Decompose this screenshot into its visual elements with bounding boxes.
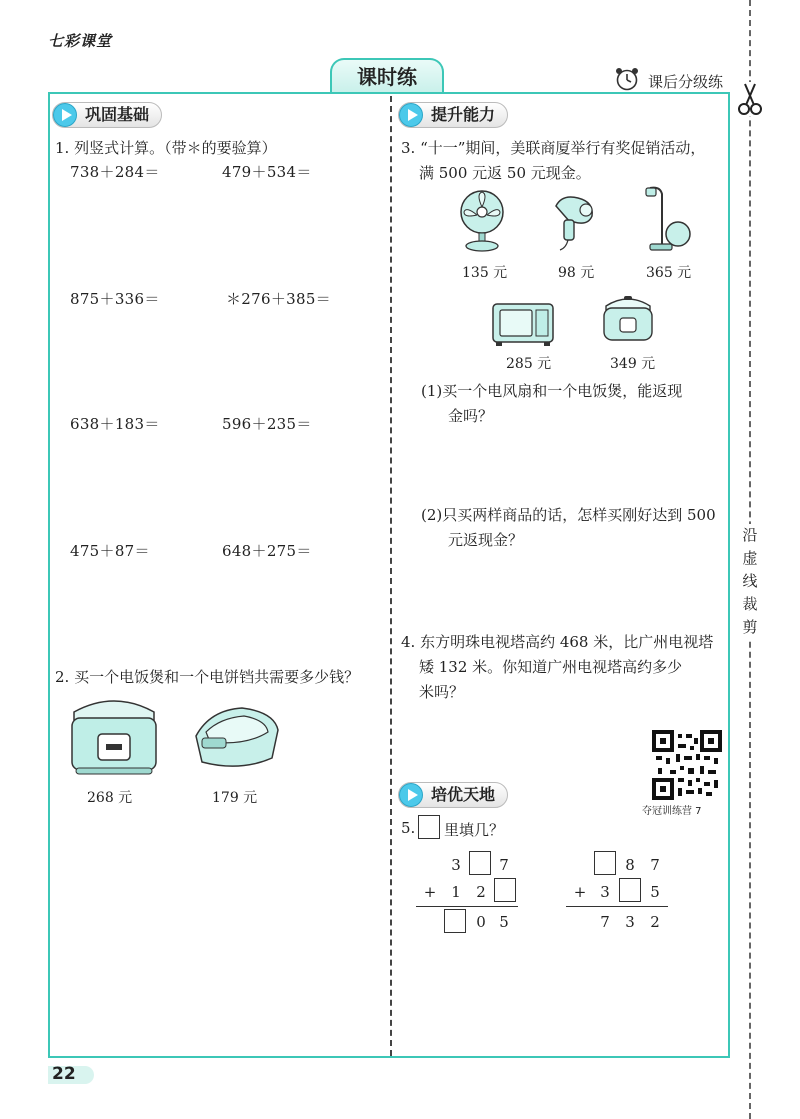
section-improve-title: 提升能力 <box>398 102 508 128</box>
digit: 7 <box>600 913 610 931</box>
digit: 7 <box>499 856 509 874</box>
rice-cooker-price: 268 元 <box>87 790 133 806</box>
section-basic-title: 巩固基础 <box>52 102 162 128</box>
vacuum-cleaner-icon <box>640 184 692 254</box>
page-number: 22 <box>52 1064 76 1084</box>
q1-item: ＊276＋385＝ <box>226 290 331 308</box>
digit: 1 <box>451 883 461 901</box>
q1-item: 596＋235＝ <box>222 415 312 433</box>
q3-sub2: (2)只买两样商品的话，怎样买刚好达到 500 <box>421 506 716 524</box>
hair-dryer-icon <box>548 192 598 252</box>
q4-line: 米吗？ <box>419 683 465 701</box>
fan-price: 135 元 <box>462 265 508 281</box>
digit: 2 <box>476 883 486 901</box>
q5-number: 5. <box>401 819 416 837</box>
digit: 5 <box>499 913 509 931</box>
q1-prompt: 1. 列竖式计算。（带＊的要验算） <box>55 139 277 157</box>
page-title: 课时练 <box>330 58 444 94</box>
rice-cooker-price-2: 349 元 <box>610 356 656 372</box>
hair-dryer-price: 98 元 <box>558 265 595 281</box>
answer-box[interactable] <box>619 878 641 902</box>
q2-prompt: 2. 买一个电饭煲和一个电饼铛共需要多少钱？ <box>55 668 360 686</box>
digit: 3 <box>625 913 635 931</box>
column-divider <box>390 96 392 1056</box>
q1-item: 738＋284＝ <box>70 163 160 181</box>
plus-sign: + <box>573 883 587 901</box>
electric-pan-price: 179 元 <box>212 790 258 806</box>
q3-sub2: 元返现金？ <box>448 531 524 549</box>
q3-sub1: (1)买一个电风扇和一个电饭煲，能返现 <box>421 382 683 400</box>
answer-box[interactable] <box>594 851 616 875</box>
plus-sign: + <box>423 883 437 901</box>
q3-line: 3. “十一”期间，美联商厦举行有奖促销活动， <box>401 139 706 157</box>
q3-sub1: 金吗？ <box>448 407 494 425</box>
q5-prompt: 里填几？ <box>444 821 505 839</box>
digit: 2 <box>650 913 660 931</box>
electric-fan-icon <box>452 188 512 254</box>
digit: 3 <box>451 856 461 874</box>
vacuum-price: 365 元 <box>646 265 692 281</box>
cut-char: 虚 <box>742 549 758 567</box>
alarm-clock-icon <box>614 66 640 92</box>
play-icon <box>53 103 77 127</box>
answer-box[interactable] <box>469 851 491 875</box>
digit: 3 <box>600 883 610 901</box>
qr-caption: 夺冠训练营 7 <box>642 806 702 817</box>
q1-item: 875＋336＝ <box>70 290 160 308</box>
rice-cooker-icon <box>66 690 162 780</box>
q4-line: 4. 东方明珠电视塔高约 468 米，比广州电视塔 <box>401 633 714 651</box>
q4-line: 矮 132 米。你知道广州电视塔高约多少 <box>419 658 683 676</box>
answer-box[interactable] <box>494 878 516 902</box>
play-icon <box>399 103 423 127</box>
sum-line <box>416 906 518 907</box>
q1-item: 648＋275＝ <box>222 542 312 560</box>
cut-char: 沿 <box>742 526 758 544</box>
qr-code-icon[interactable] <box>652 730 722 800</box>
digit: 5 <box>650 883 660 901</box>
q1-item: 475＋87＝ <box>70 542 150 560</box>
cut-char: 裁 <box>742 595 758 613</box>
cut-char: 剪 <box>742 618 758 636</box>
header-level-label: 课后分级练 <box>648 73 724 91</box>
cut-char: 线 <box>742 572 758 590</box>
answer-box[interactable] <box>444 909 466 933</box>
digit: 7 <box>650 856 660 874</box>
cut-instruction <box>741 524 759 639</box>
q1-item: 479＋534＝ <box>222 163 312 181</box>
sum-line <box>566 906 668 907</box>
microwave-icon <box>490 300 556 348</box>
brand-logo: 七彩课堂 <box>48 32 113 50</box>
q1-item: 638＋183＝ <box>70 415 160 433</box>
digit: 0 <box>476 913 486 931</box>
rice-cooker-icon <box>600 290 656 346</box>
electric-pan-icon <box>190 700 282 776</box>
q3-line: 满 500 元返 50 元现金。 <box>419 164 591 182</box>
answer-box[interactable] <box>418 815 440 839</box>
microwave-price: 285 元 <box>506 356 552 372</box>
digit: 8 <box>625 856 635 874</box>
section-extend-title: 培优天地 <box>398 782 508 808</box>
play-icon <box>399 783 423 807</box>
scissors-icon <box>737 82 763 116</box>
